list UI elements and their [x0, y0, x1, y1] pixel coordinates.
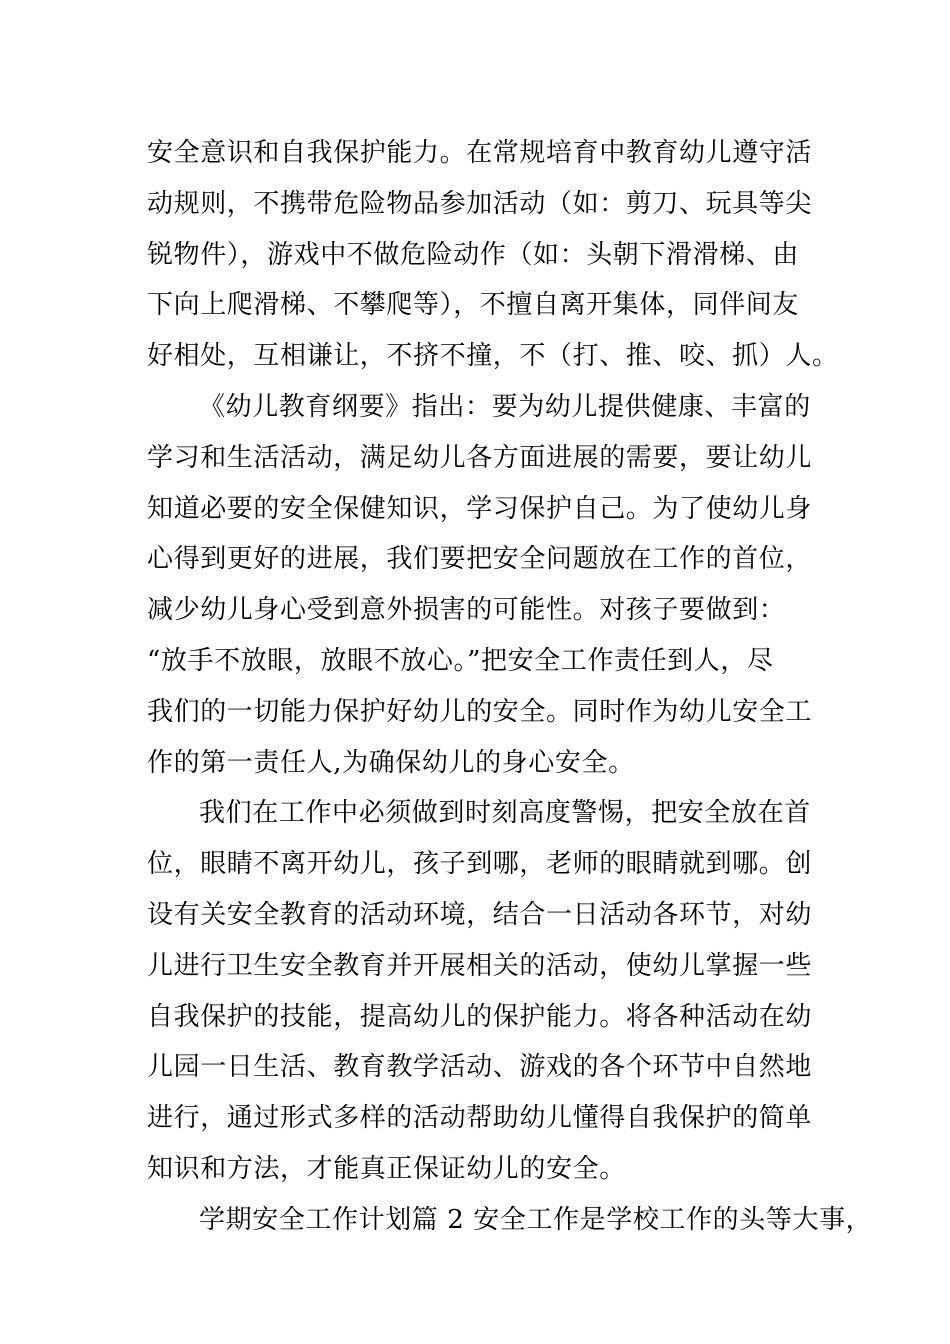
- paragraph-first-line: 《幼儿教育纲要》指出：要为幼儿提供健康、丰富的: [199, 391, 811, 422]
- paragraph-line: 我们的一切能力保护好幼儿的安全。同时作为幼儿安全工: [147, 696, 813, 727]
- paragraph-line: 知道必要的安全保健知识，学习保护自己。为了使幼儿身: [147, 493, 813, 524]
- paragraph-line: 儿进行卫生安全教育并开展相关的活动，使幼儿掌握一些: [147, 950, 813, 981]
- paragraph-line: 下向上爬滑梯、不攀爬等），不擅自离开集体，同伴间友: [147, 290, 800, 321]
- paragraph-line: 知识和方法，才能真正保证幼儿的安全。: [147, 1153, 626, 1184]
- paragraph-line: 自我保护的技能，提高幼儿的保护能力。将各种活动在幼: [147, 1001, 813, 1032]
- paragraph-line: 安全意识和自我保护能力。在常规培育中教育幼儿遵守活: [147, 138, 813, 168]
- paragraph-first-line: 学期安全工作计划篇 2 安全工作是学校工作的头等大事，: [199, 1204, 873, 1235]
- paragraph-line: 学习和生活活动，满足幼儿各方面进展的需要，要让幼儿: [147, 442, 813, 473]
- paragraph-first-line: 我们在工作中必须做到时刻高度警惕，把安全放在首: [199, 798, 811, 829]
- paragraph-line: 动规则，不携带危险物品参加活动（如：剪刀、玩具等尖: [147, 188, 813, 219]
- paragraph-line: 心得到更好的进展，我们要把安全问题放在工作的首位，: [147, 544, 813, 575]
- paragraph-line: 好相处，互相谦让，不挤不撞，不（打、推、咬、抓）人。: [147, 341, 839, 372]
- paragraph-line: 位，眼睛不离开幼儿，孩子到哪，老师的眼睛就到哪。创: [147, 849, 813, 880]
- paragraph-line: 锐物件），游戏中不做危险动作（如：头朝下滑滑梯、由: [147, 239, 800, 270]
- paragraph-line: 减少幼儿身心受到意外损害的可能性。对孩子要做到：: [147, 595, 786, 626]
- paragraph-line: “放手不放眼，放眼不放心。”把安全工作责任到人，尽: [147, 645, 774, 676]
- body-text: [147, 128, 873, 1246]
- paragraph-line: 进行，通过形式多样的活动帮助幼儿懂得自我保护的简单: [147, 1103, 813, 1134]
- paragraph-line: 作的第一责任人,为确保幼儿的身心安全。: [147, 747, 635, 778]
- paragraph-line: 儿园一日生活、教育教学活动、游戏的各个环节中自然地: [147, 1052, 813, 1083]
- paragraph-line: 设有关安全教育的活动环境，结合一日活动各环节，对幼: [147, 899, 813, 930]
